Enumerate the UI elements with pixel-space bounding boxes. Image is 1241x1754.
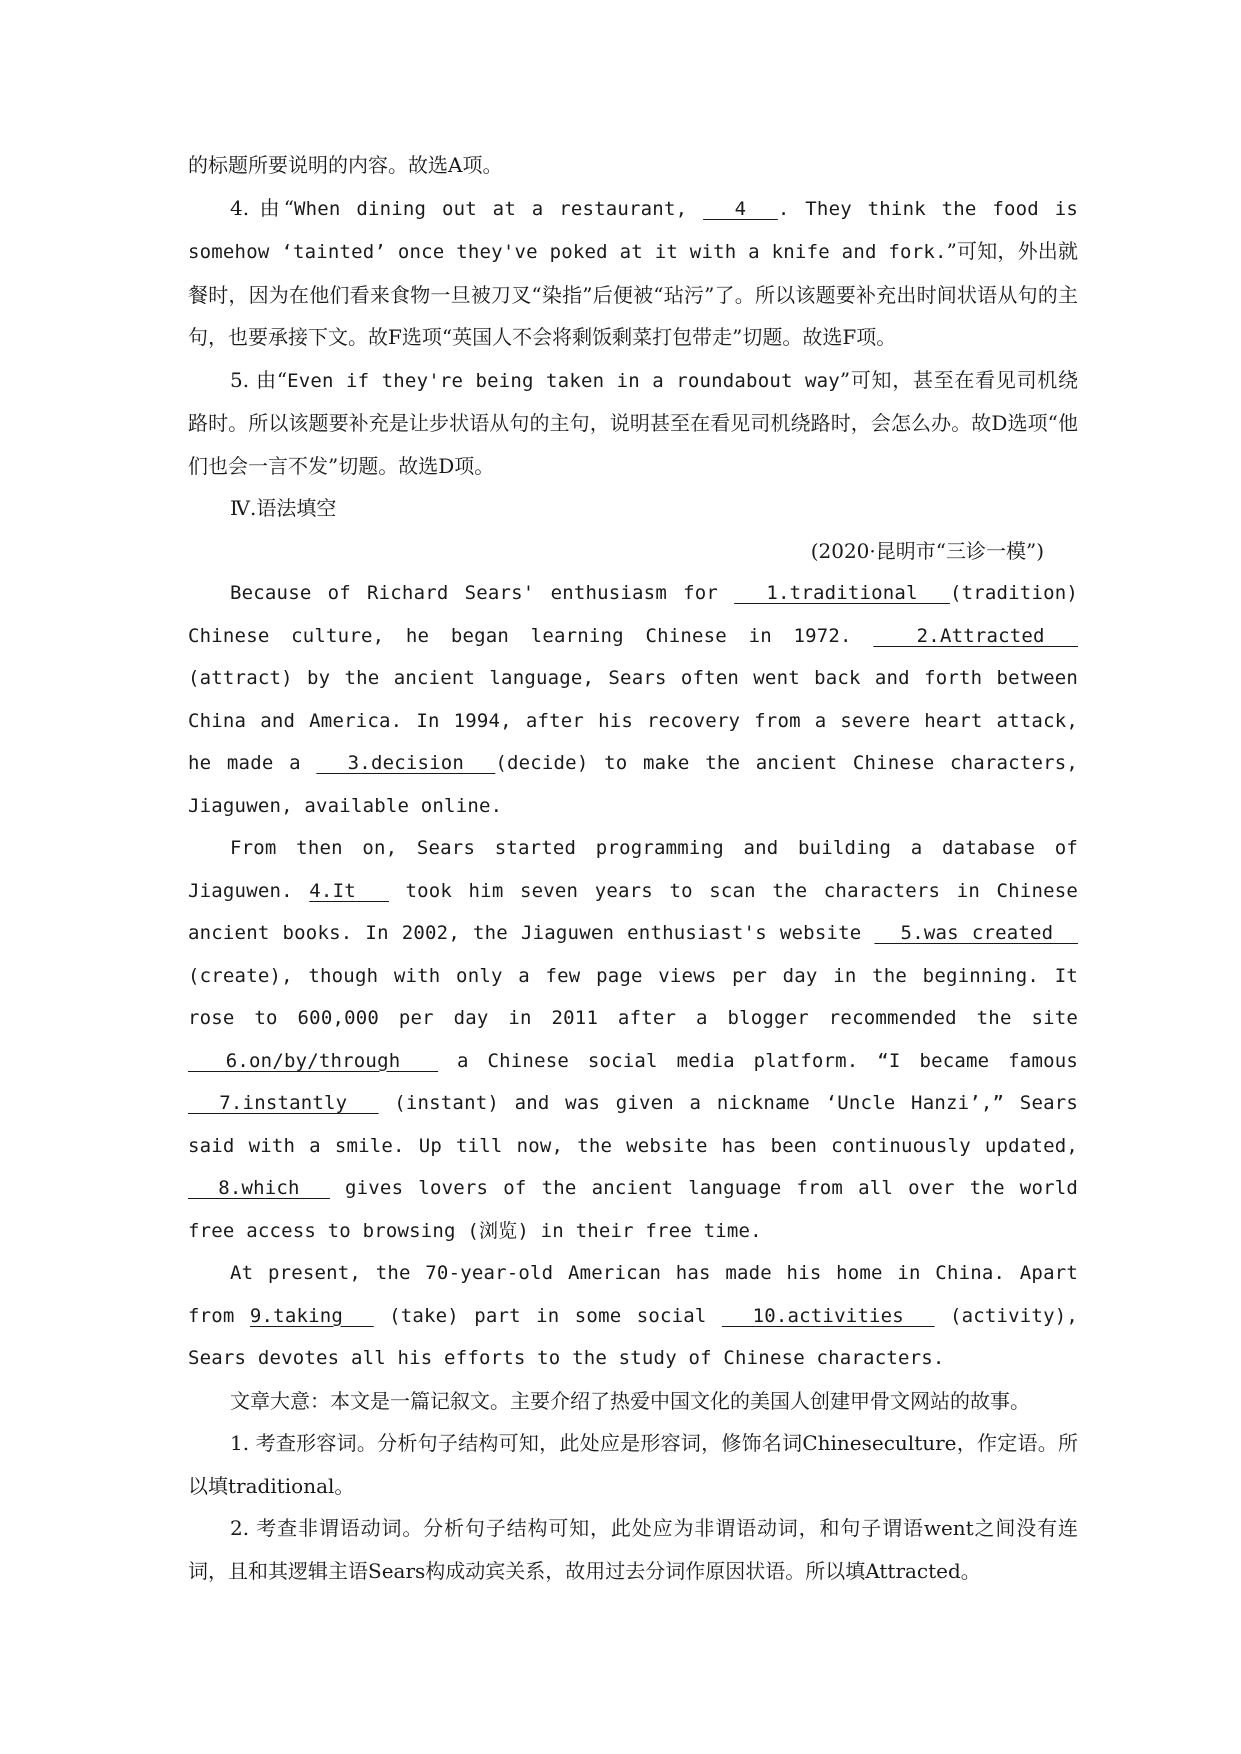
q5-quote: Even if they're being taken in a roundabout way	[287, 369, 840, 392]
q4-quote-a: When dining out at a restaurant,	[293, 197, 704, 220]
p1-text-4: (decide) to make the ancient Chinese characters, Jiaguwen, available online.	[188, 752, 1079, 817]
q5-prefix: 5. 由“	[230, 367, 288, 392]
answer-explanation-4	[188, 187, 1078, 359]
p2-text-2: took him seven years to scan the characters in Chinese ancient books. In 2002, the Jiaguwen enthusiast's website	[188, 879, 1078, 944]
p2-text-3: (create), though with only a few page views per day in the beginning. It rose to 600,000 per day in 2011 after a blogger recommended the site	[188, 964, 1078, 1029]
p1-text-3: (attract) by the ancient language, Sears often went back and forth between China and America. In 1994, after his recovery from a severe heart attack, he made a	[188, 667, 1078, 774]
blank-1: 1.traditional	[734, 582, 950, 604]
passage-paragraph-2	[188, 827, 1078, 1252]
p3-text-3: (activity), Sears devotes all his efforts to the study of Chinese characters.	[188, 1304, 1078, 1369]
blank-2: 2.Attracted	[873, 624, 1078, 647]
q4-quote-b: . They think the food is somehow ‘tainted’ once they've poked at it with a knife and fork.	[188, 197, 1078, 263]
source-note: (2020·昆明市“三诊一模”)	[810, 538, 1044, 563]
passage-paragraph-1	[188, 572, 1078, 827]
p1-text-1: Because of Richard Sears' enthusiasm for	[230, 582, 735, 604]
p1-text-2: (tradition) Chinese culture, he began learning Chinese in 1972.	[188, 582, 1078, 647]
passage-paragraph-3	[188, 1252, 1078, 1380]
blank-5: 5.was created	[874, 922, 1078, 944]
passage-summary: 文章大意：本文是一篇记叙文。主要介绍了热爱中国文化的美国人创建甲骨文网站的故事。	[230, 1388, 1030, 1413]
blank-9: 9.taking	[249, 1304, 374, 1327]
p3-text-2: (take) part in some social	[373, 1304, 722, 1327]
blank-10: 10.activities	[721, 1304, 935, 1327]
q4-blank: 4	[703, 197, 778, 220]
q5-explanation: ”可知，甚至在看见司机绕路时。所以该题要补充是让步状语从句的主句，说明甚至在看见司机绕路时，会怎么办。故D选项“他们也会一言不发”切题。故选D项。	[188, 367, 1079, 478]
p2-text-1: From then on, Sears started programming and building a database of Jiaguwen.	[188, 837, 1078, 902]
section-title: Ⅳ.语法填空	[230, 496, 337, 520]
p3-text-1: At present, the 70-year-old American has made his home in China. Apart from	[188, 1262, 1078, 1327]
blank-8: 8.which	[188, 1177, 330, 1199]
q4-explanation: ”可知，外出就餐时，因为在他们看来食物一旦被刀叉“染指”后便被“玷污”了。所以该题要补充出时间状语从句的主句，也要承接下文。故F选项“英国人不会将剩饭剩菜打包带走”切题。故选F项。	[188, 239, 1078, 349]
explanation-2: 2. 考查非谓语动词。分析句子结构可知，此处应为非谓语动词，和句子谓语went之间没有连词，且和其逻辑主语Sears构成动宾关系，故用过去分词作原因状语。所以填Attracted。	[188, 1516, 1078, 1583]
answer-explanation-5	[188, 359, 1078, 488]
explanation-1: 1. 考查形容词。分析句子结构可知，此处应是形容词，修饰名词Chineseculture，作定语。所以填traditional。	[188, 1431, 1078, 1498]
p2-text-6: gives lovers of the ancient language from all over the world free access to browsing (浏览) in their free time.	[188, 1177, 1079, 1242]
document-page	[188, 144, 1078, 1592]
blank-6: 6.on/by/through	[188, 1049, 439, 1072]
p2-text-4: a Chinese social media platform. “I became famous	[438, 1049, 1078, 1072]
p2-text-5: (instant) and was given a nickname ‘Uncle Hanzi’,” Sears said with a smile. Up till now, the website has been continuously updated,	[188, 1092, 1079, 1157]
blank-4: 4.It	[309, 879, 389, 902]
q4-prefix: 4. 由“	[230, 195, 294, 220]
continuation-text: 的标题所要说明的内容。故选A项。	[188, 153, 503, 177]
blank-3: 3.decision	[316, 752, 496, 774]
blank-7: 7.instantly	[188, 1092, 379, 1114]
